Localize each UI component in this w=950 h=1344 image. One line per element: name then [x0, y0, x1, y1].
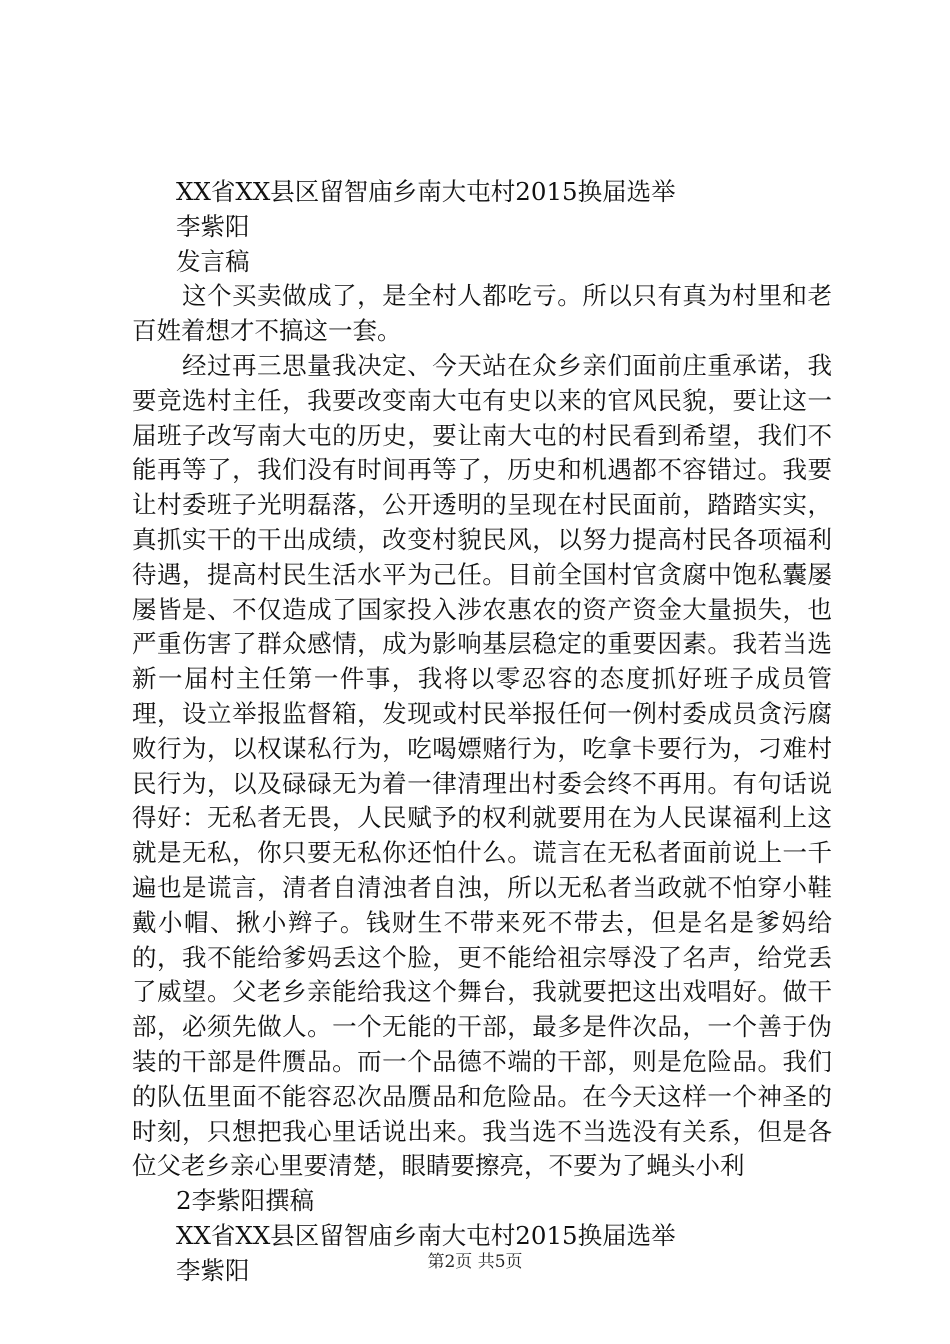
repeated-author-name: 李紫阳 — [176, 1255, 250, 1285]
document-subtitle: 发言稿 — [176, 246, 250, 276]
author-name: 李紫阳 — [176, 211, 250, 241]
repeated-title: XX省XX县区留智庙乡南大屯村2015换届选举 — [176, 1220, 676, 1250]
author-credit: 2李紫阳撰稿 — [176, 1186, 315, 1216]
paragraph-1: 这个买卖做成了，是全村人都吃亏。所以只有真为村里和老百姓着想才不搞这一套。 — [132, 281, 832, 346]
paragraph-2: 经过再三思量我决定、今天站在众乡亲们面前庄重承诺，我要竞选村主任，我要改变南大屯有史以来的官风民貌，要让这一届班子改写南大屯的历史，要让南大屯的村民看到希望，我们不能再等了，我们没有时间再等了，历史和机遇都不容错过。我要让村委班子光明磊落，公开透明的呈现在村民面前，踏踏实实，真抓实干的干出成绩，改变村貌民风，以努力提高村民各项福利待遇，提高村民生活水平为己任。目前全国村官贪腐中饱私囊屡屡皆是、不仅造成了国家投入涉农惠农的资产资金大量损失，也严重伤害了群众感情，成为影响基层稳定的重要因素。我若当选新一届村主任第一件事，我将以零忍容的态度抓好班子成员管理，设立举报监督箱，发现或村民举报任何一例村委成员贪污腐败行为，以权谋私行为，吃喝嫖赌行为，吃拿卡要行为，刁难村民行为，以及碌碌无为着一律清理出村委会终不再用。有句话说得好：无私者无畏，人民赋予的权利就要用在为人民谋福利上这就是无私，你只要无私你还怕什么。谎言在无私者面前说上一千遍也是谎言，清者自清浊者自浊，所以无私者当政就不怕穿小鞋戴小帽、揪小辫子。钱财生不带来死不带去，但是名是爹妈给的，我不能给爹妈丢这个脸，更不能给祖宗辱没了名声，给党丢了威望。父老乡亲能给我这个舞台，我就要把这出戏唱好。做干部，必须先做人。一个无能的干部，最多是件次品，一个善于伪装的干部是件赝品。而一个品德不端的干部，则是危险品。我们的队伍里面不能容忍次品赝品和危险品。在今天这样一个神圣的时刻，只想把我心里话说出来。我当选不当选没有关系，但是各位父老乡亲心里要清楚，眼睛要擦亮，不要为了蝇头小利 — [132, 350, 832, 1181]
document-body — [132, 175, 832, 1289]
document-title: XX省XX县区留智庙乡南大屯村2015换届选举 — [176, 177, 676, 206]
page-number-footer: 第2页 共5页 — [427, 1252, 523, 1272]
